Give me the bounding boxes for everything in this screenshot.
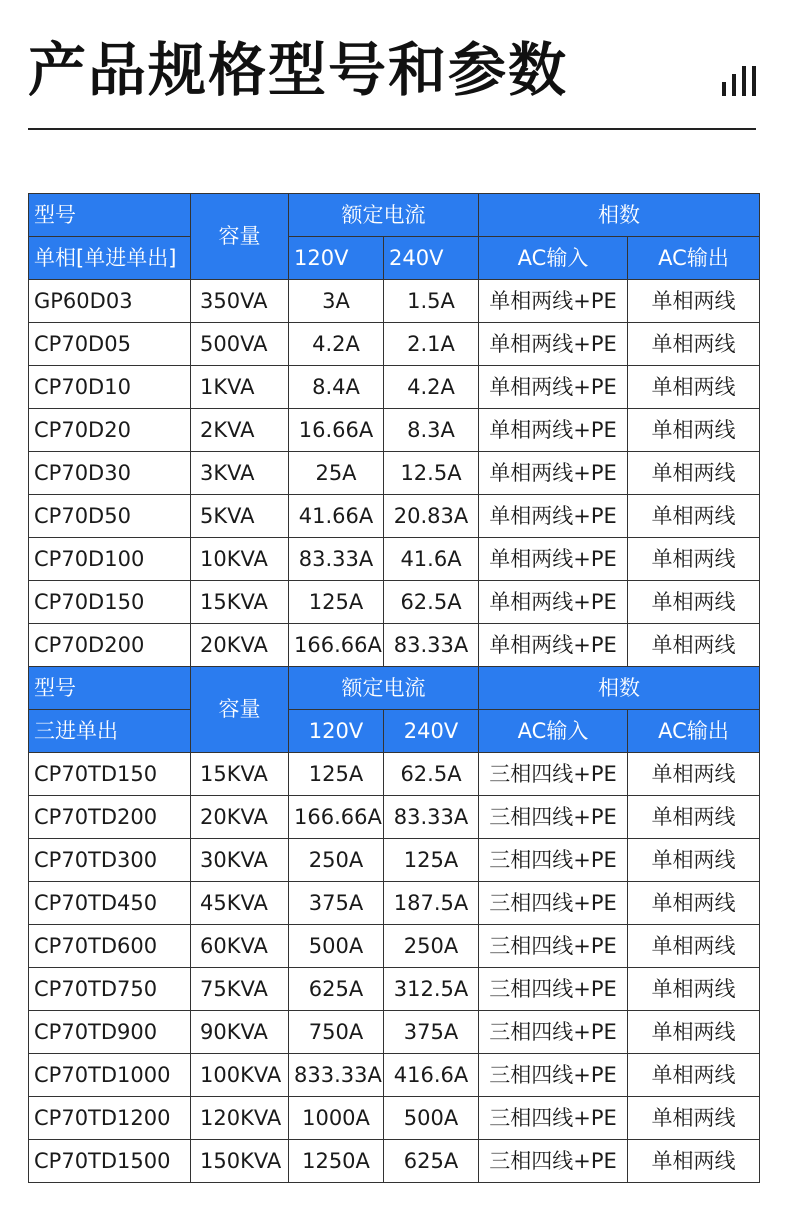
current-240v-cell: 625A [384,1140,479,1183]
model-cell: CP70D200 [29,624,191,667]
header-240v: 240V [384,710,479,753]
spec-table [28,193,760,1183]
model-cell: CP70TD750 [29,968,191,1011]
table-row [29,323,760,366]
capacity-cell: 75KVA [191,968,289,1011]
ac-output-cell: 单相两线 [628,323,760,366]
ac-input-cell: 三相四线+PE [479,1140,628,1183]
capacity-cell: 100KVA [191,1054,289,1097]
header-ac-out: AC输出 [628,237,760,280]
current-240v-cell: 83.33A [384,796,479,839]
current-240v-cell: 83.33A [384,624,479,667]
table-row [29,925,760,968]
header-capacity: 容量 [191,667,289,753]
ac-input-cell: 单相两线+PE [479,366,628,409]
capacity-cell: 10KVA [191,538,289,581]
ac-input-cell: 三相四线+PE [479,925,628,968]
current-120v-cell: 25A [289,452,384,495]
model-cell: CP70D05 [29,323,191,366]
current-120v-cell: 750A [289,1011,384,1054]
section1-header-row-1 [29,194,760,237]
header-ac-out: AC输出 [628,710,760,753]
model-cell: CP70D10 [29,366,191,409]
model-cell: CP70TD200 [29,796,191,839]
signal-bars-icon [722,64,756,96]
capacity-cell: 45KVA [191,882,289,925]
model-cell: CP70D50 [29,495,191,538]
section1-rows [29,280,760,667]
current-240v-cell: 125A [384,839,479,882]
header-model: 型号 [29,667,191,710]
section2-header-row-1 [29,667,760,710]
header-rated-current: 额定电流 [289,667,479,710]
model-cell: CP70TD150 [29,753,191,796]
header-model: 型号 [29,194,191,237]
capacity-cell: 60KVA [191,925,289,968]
header-ac-in: AC输入 [479,237,628,280]
title-divider [28,128,756,130]
capacity-cell: 20KVA [191,624,289,667]
model-cell: GP60D03 [29,280,191,323]
model-cell: CP70TD450 [29,882,191,925]
current-120v-cell: 166.66A [289,796,384,839]
ac-input-cell: 三相四线+PE [479,968,628,1011]
ac-output-cell: 单相两线 [628,409,760,452]
current-240v-cell: 187.5A [384,882,479,925]
page-title: 产品规格型号和参数 [28,36,569,104]
current-120v-cell: 83.33A [289,538,384,581]
ac-output-cell: 单相两线 [628,1011,760,1054]
current-120v-cell: 833.33A [289,1054,384,1097]
ac-input-cell: 三相四线+PE [479,753,628,796]
capacity-cell: 3KVA [191,452,289,495]
current-240v-cell: 500A [384,1097,479,1140]
current-120v-cell: 16.66A [289,409,384,452]
table-row [29,1054,760,1097]
capacity-cell: 15KVA [191,581,289,624]
ac-output-cell: 单相两线 [628,839,760,882]
header-rated-current: 额定电流 [289,194,479,237]
ac-input-cell: 三相四线+PE [479,1097,628,1140]
header-phase: 相数 [479,194,760,237]
model-cell: CP70TD300 [29,839,191,882]
current-240v-cell: 41.6A [384,538,479,581]
capacity-cell: 90KVA [191,1011,289,1054]
table-row [29,753,760,796]
ac-input-cell: 三相四线+PE [479,839,628,882]
capacity-cell: 1KVA [191,366,289,409]
ac-output-cell: 单相两线 [628,452,760,495]
model-cell: CP70TD1000 [29,1054,191,1097]
current-120v-cell: 375A [289,882,384,925]
model-cell: CP70D30 [29,452,191,495]
header-ac-in: AC输入 [479,710,628,753]
ac-input-cell: 单相两线+PE [479,581,628,624]
current-120v-cell: 125A [289,581,384,624]
current-240v-cell: 1.5A [384,280,479,323]
capacity-cell: 20KVA [191,796,289,839]
table-row [29,882,760,925]
table-row [29,1097,760,1140]
capacity-cell: 2KVA [191,409,289,452]
ac-input-cell: 三相四线+PE [479,796,628,839]
current-120v-cell: 41.66A [289,495,384,538]
table-row [29,366,760,409]
current-240v-cell: 8.3A [384,409,479,452]
current-120v-cell: 500A [289,925,384,968]
ac-output-cell: 单相两线 [628,280,760,323]
ac-input-cell: 三相四线+PE [479,882,628,925]
ac-output-cell: 单相两线 [628,1097,760,1140]
ac-output-cell: 单相两线 [628,1140,760,1183]
capacity-cell: 150KVA [191,1140,289,1183]
ac-output-cell: 单相两线 [628,366,760,409]
header-240v: 240V [384,237,479,280]
header-subtitle: 三进单出 [29,710,191,753]
table-row [29,796,760,839]
table-row [29,538,760,581]
table-row [29,1140,760,1183]
table-row [29,495,760,538]
ac-input-cell: 单相两线+PE [479,323,628,366]
table-row [29,280,760,323]
current-120v-cell: 3A [289,280,384,323]
current-240v-cell: 2.1A [384,323,479,366]
ac-input-cell: 单相两线+PE [479,538,628,581]
current-120v-cell: 1000A [289,1097,384,1140]
ac-output-cell: 单相两线 [628,538,760,581]
capacity-cell: 350VA [191,280,289,323]
section2-header-row-2 [29,710,760,753]
current-120v-cell: 125A [289,753,384,796]
current-120v-cell: 1250A [289,1140,384,1183]
ac-output-cell: 单相两线 [628,968,760,1011]
capacity-cell: 30KVA [191,839,289,882]
table-row [29,409,760,452]
section2-rows [29,753,760,1183]
current-120v-cell: 250A [289,839,384,882]
current-240v-cell: 20.83A [384,495,479,538]
capacity-cell: 500VA [191,323,289,366]
ac-input-cell: 三相四线+PE [479,1011,628,1054]
ac-input-cell: 单相两线+PE [479,409,628,452]
table-row [29,839,760,882]
section1-header-row-2 [29,237,760,280]
current-120v-cell: 625A [289,968,384,1011]
ac-output-cell: 单相两线 [628,796,760,839]
header-phase: 相数 [479,667,760,710]
ac-input-cell: 单相两线+PE [479,280,628,323]
model-cell: CP70D150 [29,581,191,624]
current-240v-cell: 250A [384,925,479,968]
current-240v-cell: 4.2A [384,366,479,409]
ac-output-cell: 单相两线 [628,925,760,968]
header-capacity: 容量 [191,194,289,280]
current-240v-cell: 375A [384,1011,479,1054]
current-120v-cell: 8.4A [289,366,384,409]
model-cell: CP70D20 [29,409,191,452]
model-cell: CP70TD900 [29,1011,191,1054]
current-240v-cell: 312.5A [384,968,479,1011]
ac-input-cell: 三相四线+PE [479,1054,628,1097]
capacity-cell: 15KVA [191,753,289,796]
ac-input-cell: 单相两线+PE [479,624,628,667]
ac-output-cell: 单相两线 [628,495,760,538]
current-120v-cell: 166.66A [289,624,384,667]
ac-output-cell: 单相两线 [628,1054,760,1097]
header-120v: 120V [289,710,384,753]
table-row [29,624,760,667]
model-cell: CP70TD1500 [29,1140,191,1183]
current-240v-cell: 62.5A [384,753,479,796]
ac-input-cell: 单相两线+PE [479,452,628,495]
current-240v-cell: 416.6A [384,1054,479,1097]
capacity-cell: 5KVA [191,495,289,538]
ac-output-cell: 单相两线 [628,882,760,925]
ac-output-cell: 单相两线 [628,581,760,624]
header-subtitle: 单相[单进单出] [29,237,191,280]
header-120v: 120V [289,237,384,280]
model-cell: CP70TD600 [29,925,191,968]
table-row [29,1011,760,1054]
table-row [29,581,760,624]
table-row [29,968,760,1011]
table-row [29,452,760,495]
current-240v-cell: 12.5A [384,452,479,495]
ac-output-cell: 单相两线 [628,624,760,667]
ac-output-cell: 单相两线 [628,753,760,796]
capacity-cell: 120KVA [191,1097,289,1140]
ac-input-cell: 单相两线+PE [479,495,628,538]
model-cell: CP70D100 [29,538,191,581]
current-240v-cell: 62.5A [384,581,479,624]
model-cell: CP70TD1200 [29,1097,191,1140]
current-120v-cell: 4.2A [289,323,384,366]
